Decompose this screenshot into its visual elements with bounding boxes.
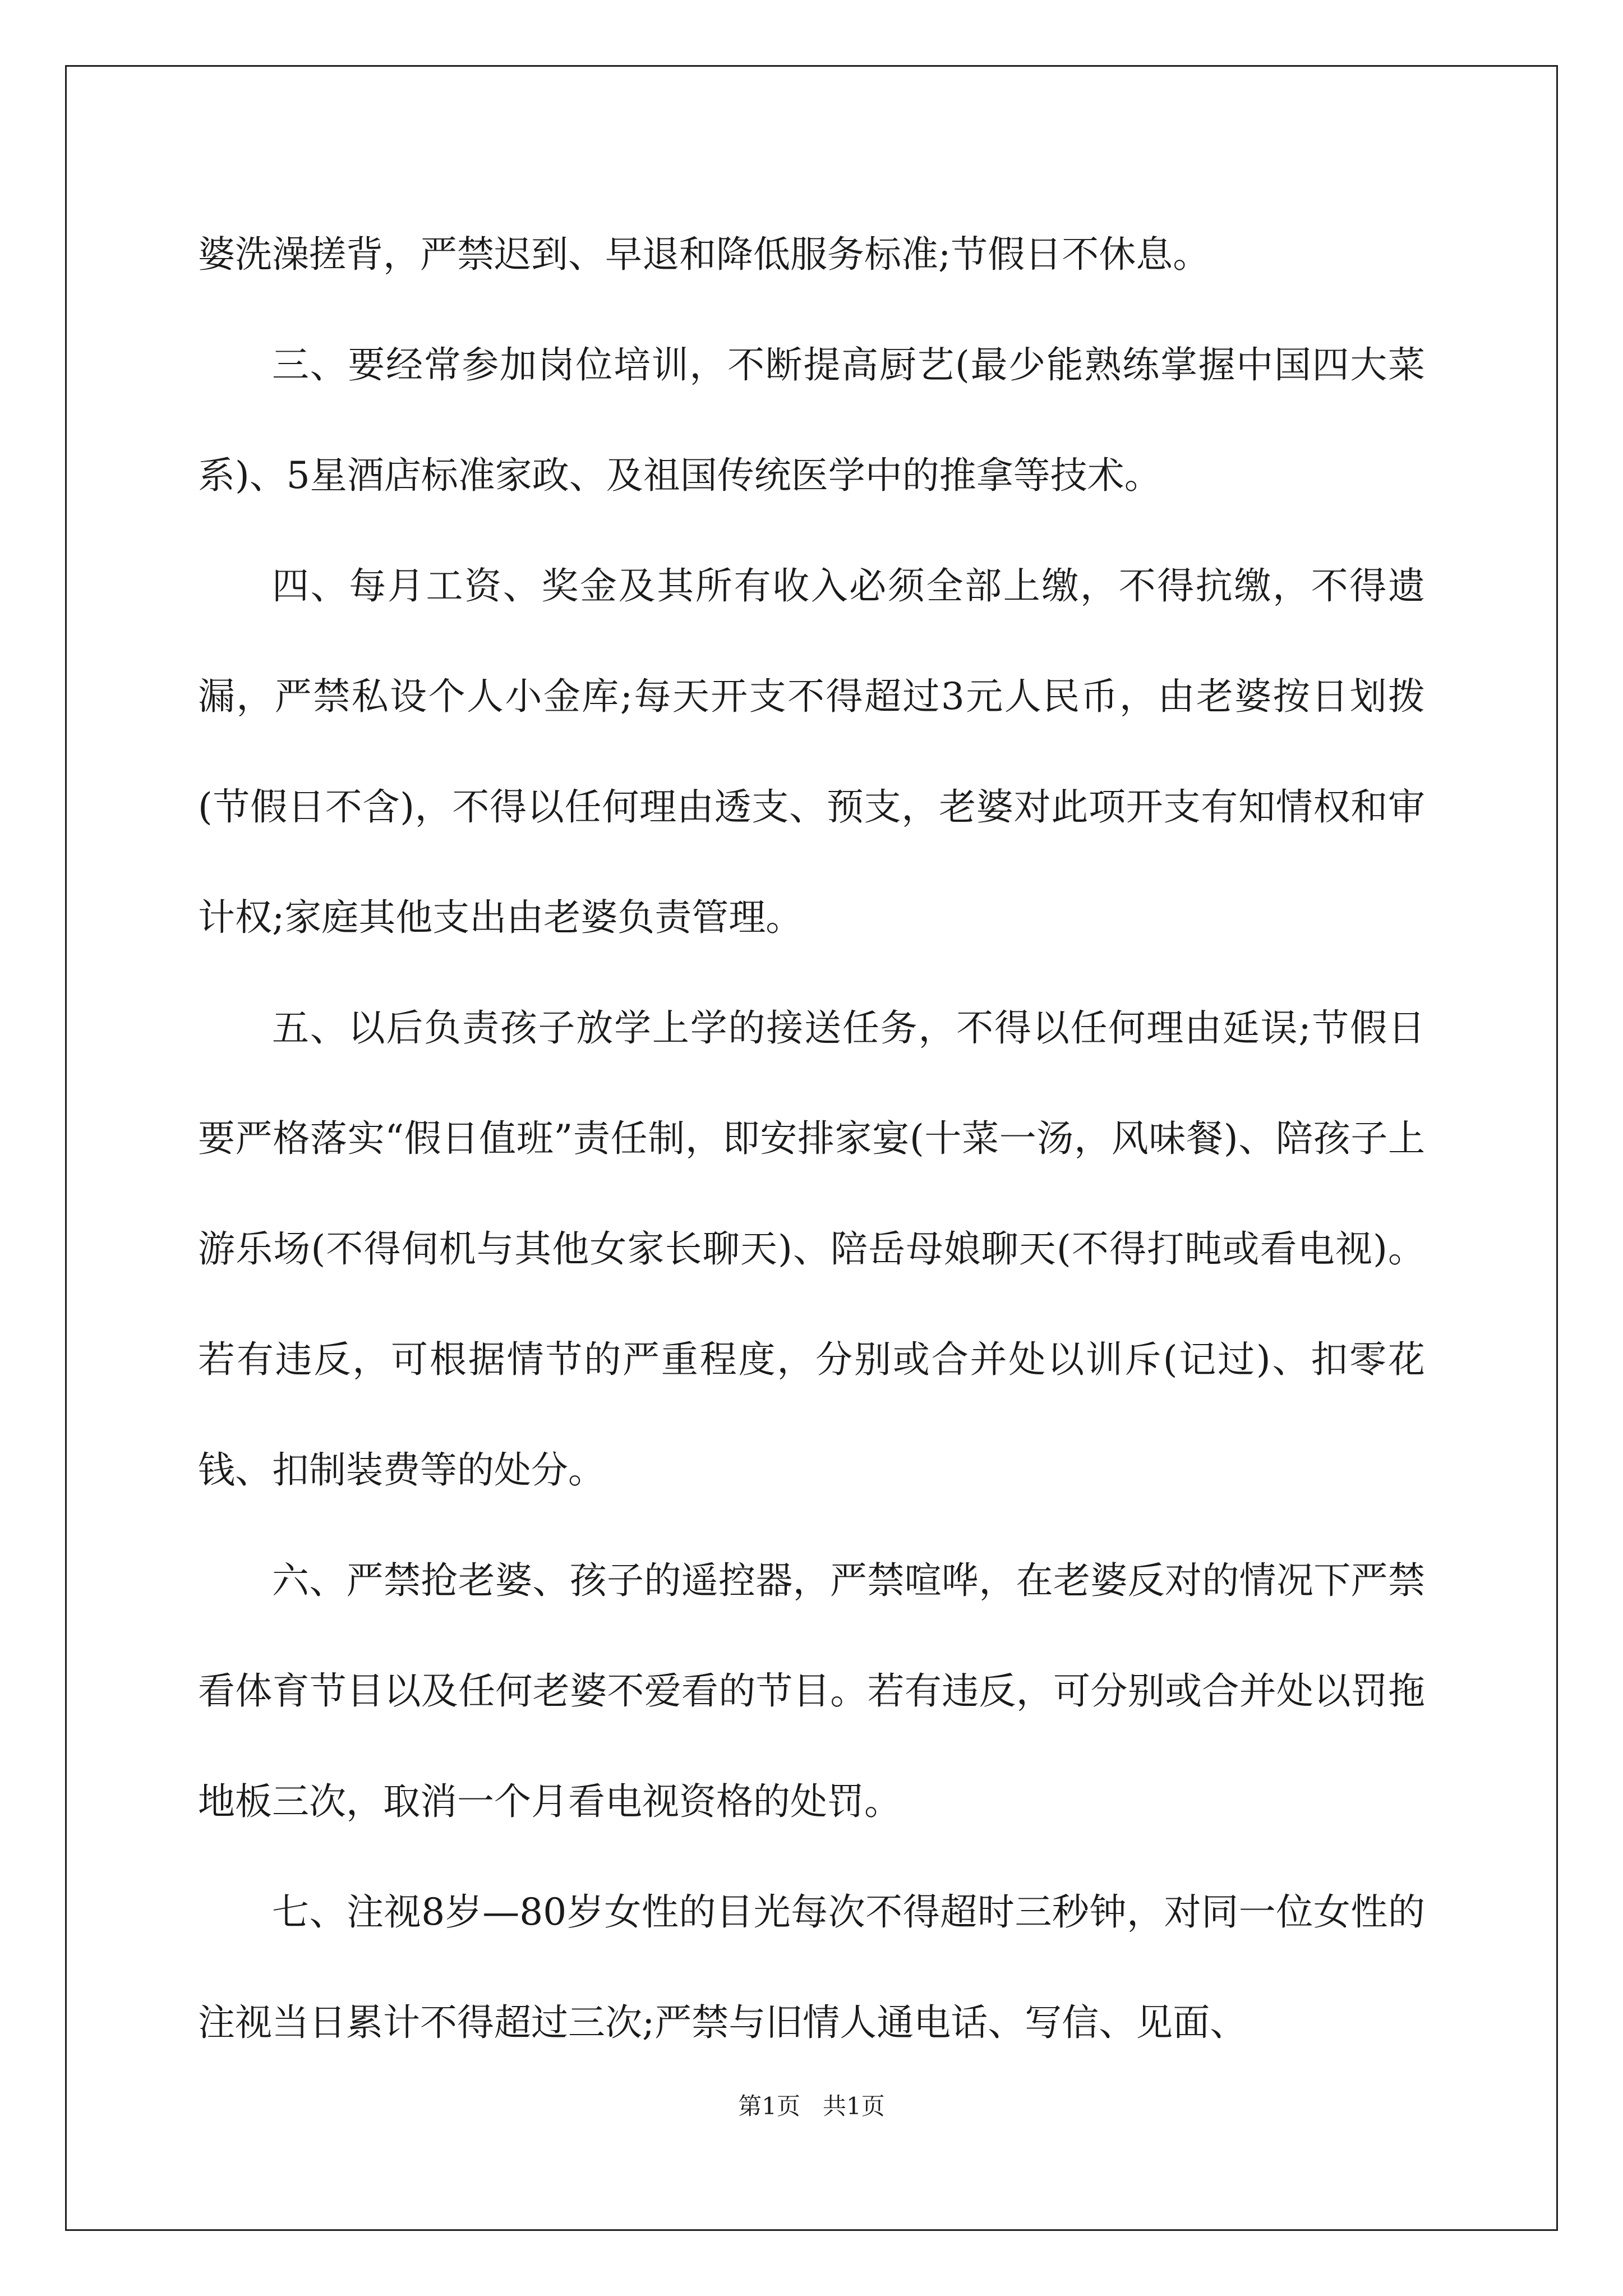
paragraph-2: 三、要经常参加岗位培训，不断提高厨艺(最少能熟练掌握中国四大菜系)、5星酒店标准家政、及祖国传统医学中的推拿等技术。 xyxy=(198,343,1425,497)
paragraph-1: 婆洗澡搓背，严禁迟到、早退和降低服务标准;节假日不休息。 xyxy=(198,233,1210,276)
paragraph-6: 七、注视8岁—80岁女性的目光每次不得超时三秒钟，对同一位女性的注视当日累计不得超过三次;严禁与旧情人通电话、写信、见面、 xyxy=(198,1890,1425,2044)
paragraph-5: 六、严禁抢老婆、孩子的遥控器，严禁喧哗，在老婆反对的情况下严禁看体育节目以及任何老婆不爱看的节目。若有违反，可分别或合并处以罚拖地板三次，取消一个月看电视资格的处罚。 xyxy=(198,1559,1425,1823)
paragraph-3: 四、每月工资、奖金及其所有收入必须全部上缴，不得抗缴，不得遗漏，严禁私设个人小金库;每天开支不得超过3元人民币，由老婆按日划拨(节假日不含)，不得以任何理由透支、预支，老婆对此项开支有知情权和审计权;家庭其他支出由老婆负责管理。 xyxy=(198,564,1425,939)
page-footer: 第1页 共1页 xyxy=(738,2092,885,2120)
document-body xyxy=(198,199,1425,2078)
paragraph-4: 五、以后负责孩子放学上学的接送任务，不得以任何理由延误;节假日要严格落实“假日值班”责任制，即安排家宴(十菜一汤，风味餐)、陪孩子上游乐场(不得伺机与其他女家长聊天)、陪岳母娘聊天(不得打盹或看电视)。若有违反，可根据情节的严重程度，分别或合并处以训斥(记过)、扣零花钱、扣制装费等的处分。 xyxy=(198,1006,1425,1492)
